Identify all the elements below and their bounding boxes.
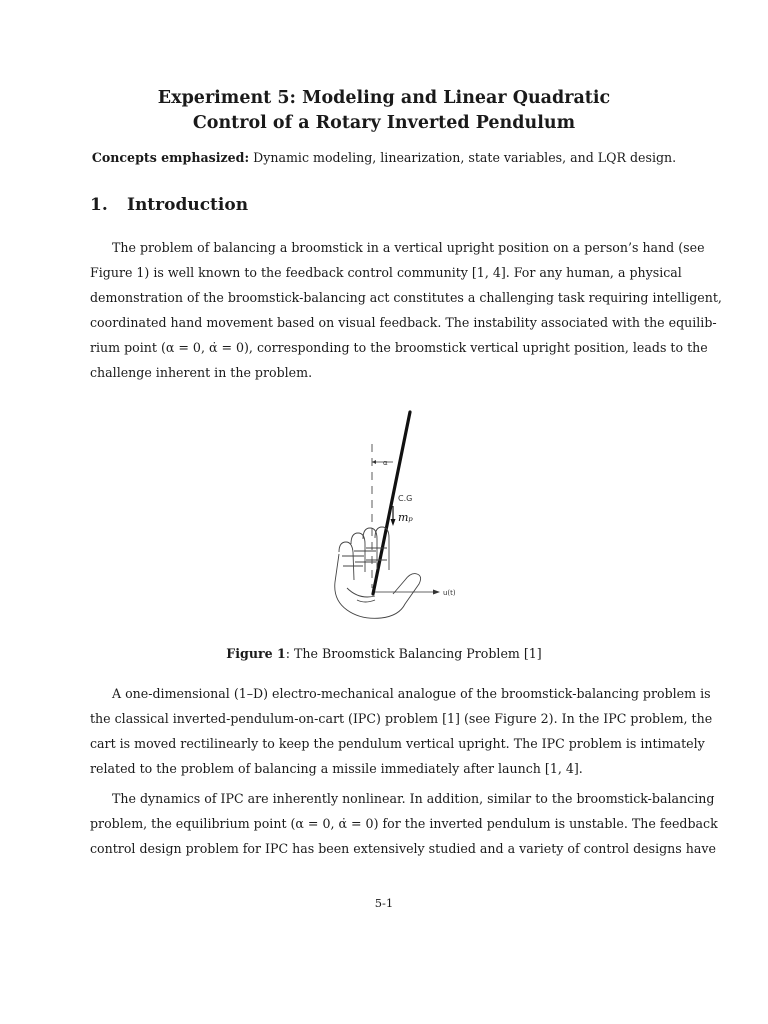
- paragraph-line: The dynamics of IPC are inherently nonlinear. In addition, similar to the broomstick-balancing: [112, 791, 715, 806]
- mp-label: mₚ: [398, 511, 413, 524]
- paragraph-line: The problem of balancing a broomstick in a vertical upright position on a person’s hand (see: [112, 240, 705, 255]
- caption-label: Figure 1: [226, 646, 286, 661]
- broomstick-figure: [305, 408, 465, 628]
- paragraph-line: the classical inverted-pendulum-on-cart (IPC) problem [1] (see Figure 2). In the IPC problem, the: [90, 711, 713, 726]
- paragraph-line: related to the problem of balancing a missile immediately after launch [1, 4].: [90, 761, 583, 776]
- alpha-label: α: [383, 459, 388, 467]
- title-line-2: Control of a Rotary Inverted Pendulum: [192, 113, 576, 133]
- paragraph-1: [90, 235, 722, 385]
- page-number: 5-1: [374, 896, 394, 910]
- title-line-1: Experiment 5: Modeling and Linear Quadratic: [157, 88, 611, 108]
- paragraph-line: demonstration of the broomstick-balancing act constitutes a challenging task requiring intelligent,: [90, 290, 722, 305]
- paragraph-line: cart is moved rectilinearly to keep the pendulum vertical upright. The IPC problem is intimately: [90, 736, 705, 751]
- figure-caption: [0, 646, 768, 662]
- section-title: Introduction: [127, 195, 249, 215]
- paragraph-line: coordinated hand movement based on visual feedback. The instability associated with the equilib-: [90, 315, 717, 330]
- paragraph-line: problem, the equilibrium point (α = 0, α̇ = 0) for the inverted pendulum is unstable. The feedback: [90, 816, 718, 831]
- paragraph-line: control design problem for IPC has been extensively studied and a variety of control designs have: [90, 841, 716, 856]
- paragraph-line: rium point (α = 0, α̇ = 0), corresponding to the broomstick vertical upright position, leads to the: [90, 340, 708, 355]
- concepts-label: Concepts emphasized:: [91, 150, 250, 165]
- paragraph-3: [90, 786, 718, 861]
- paragraph-line: Figure 1) is well known to the feedback control community [1, 4]. For any human, a physical: [90, 265, 682, 280]
- cg-label: C.G: [398, 494, 413, 503]
- caption-text: : The Broomstick Balancing Problem [1]: [285, 646, 542, 661]
- paragraph-line: A one-dimensional (1–D) electro-mechanical analogue of the broomstick-balancing problem is: [112, 686, 711, 701]
- paper-title: [0, 86, 768, 136]
- paragraph-2: [90, 681, 713, 781]
- section-heading: [90, 194, 248, 216]
- gravity-arrow-head: [391, 519, 396, 526]
- concepts-text: Dynamic modeling, linearization, state variables, and LQR design.: [253, 150, 677, 165]
- paragraph-line: challenge inherent in the problem.: [90, 365, 313, 380]
- force-arrow-head: [433, 590, 440, 595]
- concepts-line: [0, 150, 768, 166]
- broomstick: [373, 412, 413, 594]
- force-label: u(t): [443, 589, 456, 597]
- alpha-arrow-head: [372, 460, 376, 464]
- section-number: 1.: [90, 195, 108, 215]
